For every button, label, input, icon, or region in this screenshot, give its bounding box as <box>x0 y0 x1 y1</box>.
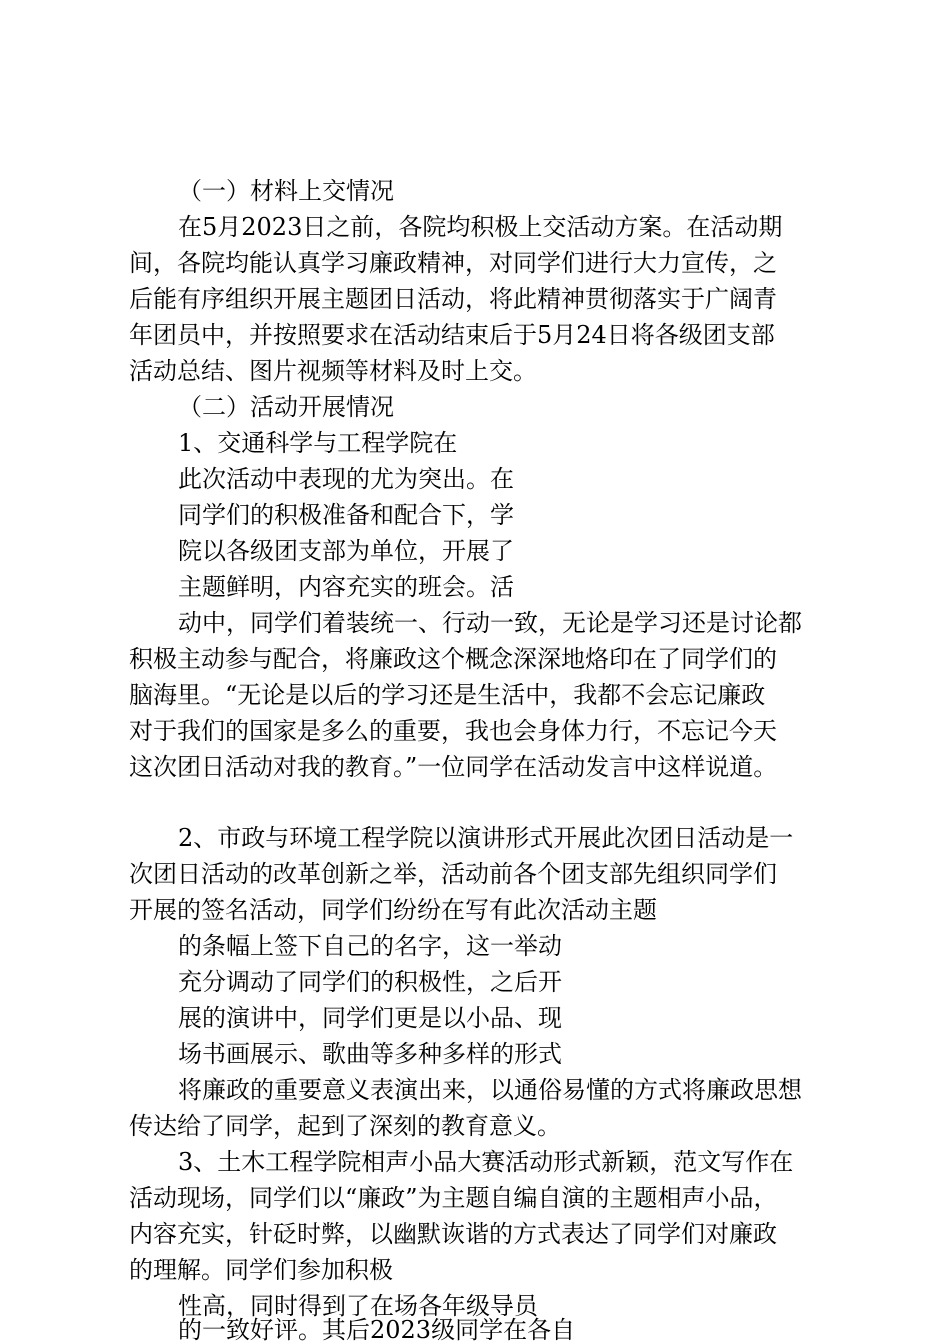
text-line: 年团员中，并按照要求在活动结束后于5月24日将各级团支部 <box>129 321 775 349</box>
text-line: 的条幅上签下自己的名字，这一举动 <box>178 932 562 960</box>
text-line: 后能有序组织开展主题团日活动，将此精神贯彻落实于广阔青 <box>129 285 777 313</box>
text-line: 的理解。同学们参加积极 <box>129 1256 393 1284</box>
text-line: 1、交通科学与工程学院在 <box>178 429 458 457</box>
text-line: 活动总结、图片视频等材料及时上交。 <box>129 357 537 385</box>
text-line: 在5月2023日之前，各院均积极上交活动方案。在活动期 <box>178 213 783 241</box>
text-line: 2、市政与环境工程学院以演讲形式开展此次团日活动是一 <box>178 824 794 852</box>
text-line: 间，各院均能认真学习廉政精神，对同学们进行大力宣传，之 <box>129 249 777 277</box>
text-line: 脑海里。“无论是以后的学习还是生活中，我都不会忘记廉政 <box>129 681 766 709</box>
text-line: 这次团日活动对我的教育。”一位同学在活动发言中这样说道。 <box>129 753 778 781</box>
text-line: 3、土木工程学院相声小品大赛活动形式新颖，范文写作在 <box>178 1148 794 1176</box>
text-line: 开展的签名活动，同学们纷纷在写有此次活动主题 <box>129 896 657 924</box>
text-line: 性高，同时得到了在场各年级导员 <box>178 1292 538 1320</box>
text-line: 活动现场，同学们以“廉政”为主题自编自演的主题相声小品， <box>129 1184 778 1212</box>
text-line: 内容充实，针砭时弊，以幽默诙谐的方式表达了同学们对廉政 <box>129 1220 777 1248</box>
text-line: 动中，同学们着装统一、行动一致，无论是学习还是讨论都 <box>178 609 802 637</box>
text-line: 院以各级团支部为单位，开展了 <box>178 537 514 565</box>
text-line: 展的演讲中，同学们更是以小品、现 <box>178 1004 562 1032</box>
text-line: 对于我们的国家是多么的重要，我也会身体力行，不忘记今天 <box>129 717 777 745</box>
text-line: 次团日活动的改革创新之举，活动前各个团支部先组织同学们 <box>129 860 777 888</box>
text-line: 主题鲜明，内容充实的班会。活 <box>178 573 514 601</box>
text-line: 将廉政的重要意义表演出来，以通俗易懂的方式将廉政思想 <box>178 1076 802 1104</box>
section-heading-2: （二）活动开展情况 <box>178 393 394 421</box>
section-heading-1: （一）材料上交情况 <box>178 177 394 205</box>
text-line: 充分调动了同学们的积极性，之后开 <box>178 968 562 996</box>
text-line: 传达给了同学，起到了深刻的教育意义。 <box>129 1112 561 1140</box>
text-line: 场书画展示、歌曲等多种多样的形式 <box>178 1040 562 1068</box>
text-line: 积极主动参与配合，将廉政这个概念深深地烙印在了同学们的 <box>129 645 777 673</box>
text-line: 同学们的积极准备和配合下，学 <box>178 501 514 529</box>
text-line: 的一致好评。其后2023级同学在各自 <box>178 1316 576 1344</box>
text-line: 此次活动中表现的尤为突出。在 <box>178 465 514 493</box>
